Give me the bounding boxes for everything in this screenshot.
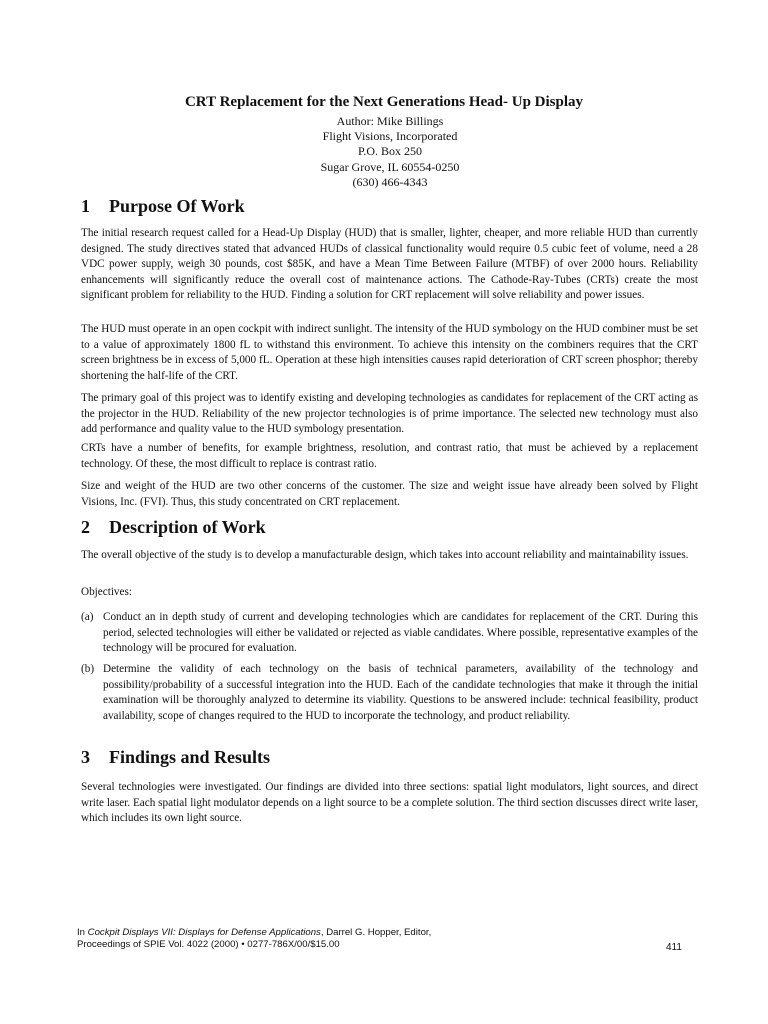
- author-affiliation: Flight Visions, Incorporated: [322, 129, 458, 144]
- list-item-label: (b): [81, 663, 95, 675]
- list-item-text: Conduct an in depth study of current and developing technologies which are candidates for replacement of the CRT. During this period, selected technologies will either be validated or rejected as viable candidates. Where possible, representative examples of the technology will be procured for evaluation.: [103, 611, 698, 655]
- list-item: [81, 610, 698, 657]
- paragraph: The initial research request called for a Head-Up Display (HUD) that is smaller, lighter, cheaper, and more reliable HUD than currently designed. The study directives stated that advanced HUDs of classical functionality would require 0.5 cubic feet of volume, need a 28 VDC power supply, weigh 30 pounds, cost $85K, and have a Mean Time Between Failure (MTBF) of over 2000 hours. Reliability enhancements will significantly reduce the overall cost of maintenance actions. The Cathode-Ray-Tubes (CRTs) create the most significant problem for reliability to the HUD. Finding a solution for CRT replacement will solve reliability and power issues.: [81, 227, 698, 302]
- footer-editor: , Darrel G. Hopper, Editor,: [320, 927, 432, 938]
- objectives-label: Objectives:: [81, 586, 132, 598]
- section-title: Purpose Of Work: [109, 196, 245, 216]
- section-title: Description of Work: [109, 517, 266, 537]
- author-po-box: P.O. Box 250: [357, 144, 422, 159]
- section-heading-1: [81, 195, 245, 217]
- author-phone: (630) 466-4343: [352, 174, 428, 189]
- footer-citation: [77, 927, 431, 950]
- paragraph: The overall objective of the study is to develop a manufacturable design, which takes into account reliability and maintainability issues.: [81, 549, 689, 561]
- list-item-label: (a): [81, 611, 94, 623]
- page-number: 411: [666, 942, 682, 953]
- list-item: [81, 662, 698, 724]
- paragraph: The primary goal of this project was to identify existing and developing technologies as candidates for replacement of the CRT acting as the projector in the HUD. Reliability of the new projector technologies is of prime importance. The selected new technology must also add performance and quality value to the HUD symbology presentation.: [81, 392, 698, 436]
- section-number: 1: [81, 196, 90, 216]
- section-title: Findings and Results: [109, 747, 271, 767]
- paragraph: The HUD must operate in an open cockpit with indirect sunlight. The intensity of the HUD symbology on the HUD combiner must be set to a value of approximately 1800 fL to withstand this environment. To achieve this intensity on the combiners requires that the CRT screen brightness be in excess of 5,000 fL. Operation at these high intensities causes rapid deterioration of CRT screen phosphor; thereby shortening the half-life of the CRT.: [81, 323, 698, 382]
- paper-title: CRT Replacement for the Next Generations Head- Up Display: [184, 94, 584, 110]
- paragraph: Size and weight of the HUD are two other concerns of the customer. The size and weight issue have already been solved by Flight Visions, Inc. (FVI). Thus, this study concentrated on CRT replacement.: [81, 480, 698, 508]
- author-city: Sugar Grove, IL 60554-0250: [320, 159, 460, 174]
- footer-proceedings-title: Cockpit Displays VII: Displays for Defense Applications: [87, 927, 321, 938]
- author-block: [0, 114, 768, 190]
- paragraph: CRTs have a number of benefits, for example brightness, resolution, and contrast ratio, that must be achieved by a replacement technology. Of these, the most difficult to replace is contrast ratio.: [81, 442, 698, 470]
- section-heading-3: [81, 746, 270, 768]
- section-number: 3: [81, 747, 90, 767]
- footer-prefix: In: [77, 927, 88, 938]
- list-item-text: Determine the validity of each technology on the basis of technical parameters, availability of the technology and possibility/probability of a successful integration into the HUD. Each of the candidate technologies that make it through the initial examination will be thoroughly analyzed to determine its viability. Questions to be answered include: technical feasibility, product availability, scope of changes required to the HUD to incorporate the technology, and product reliability.: [103, 663, 698, 722]
- footer-publication: Proceedings of SPIE Vol. 4022 (2000) • 0277-786X/00/$15.00: [77, 938, 340, 950]
- section-number: 2: [81, 517, 90, 537]
- author-name: Author: Mike Billings: [336, 114, 444, 128]
- paragraph: Several technologies were investigated. Our findings are divided into three sections: spatial light modulators, light sources, and direct write laser. Each spatial light modulator depends on a light source to be a complete solution. The third section discusses direct write laser, which includes its own light source.: [81, 781, 698, 825]
- section-heading-2: [81, 516, 266, 538]
